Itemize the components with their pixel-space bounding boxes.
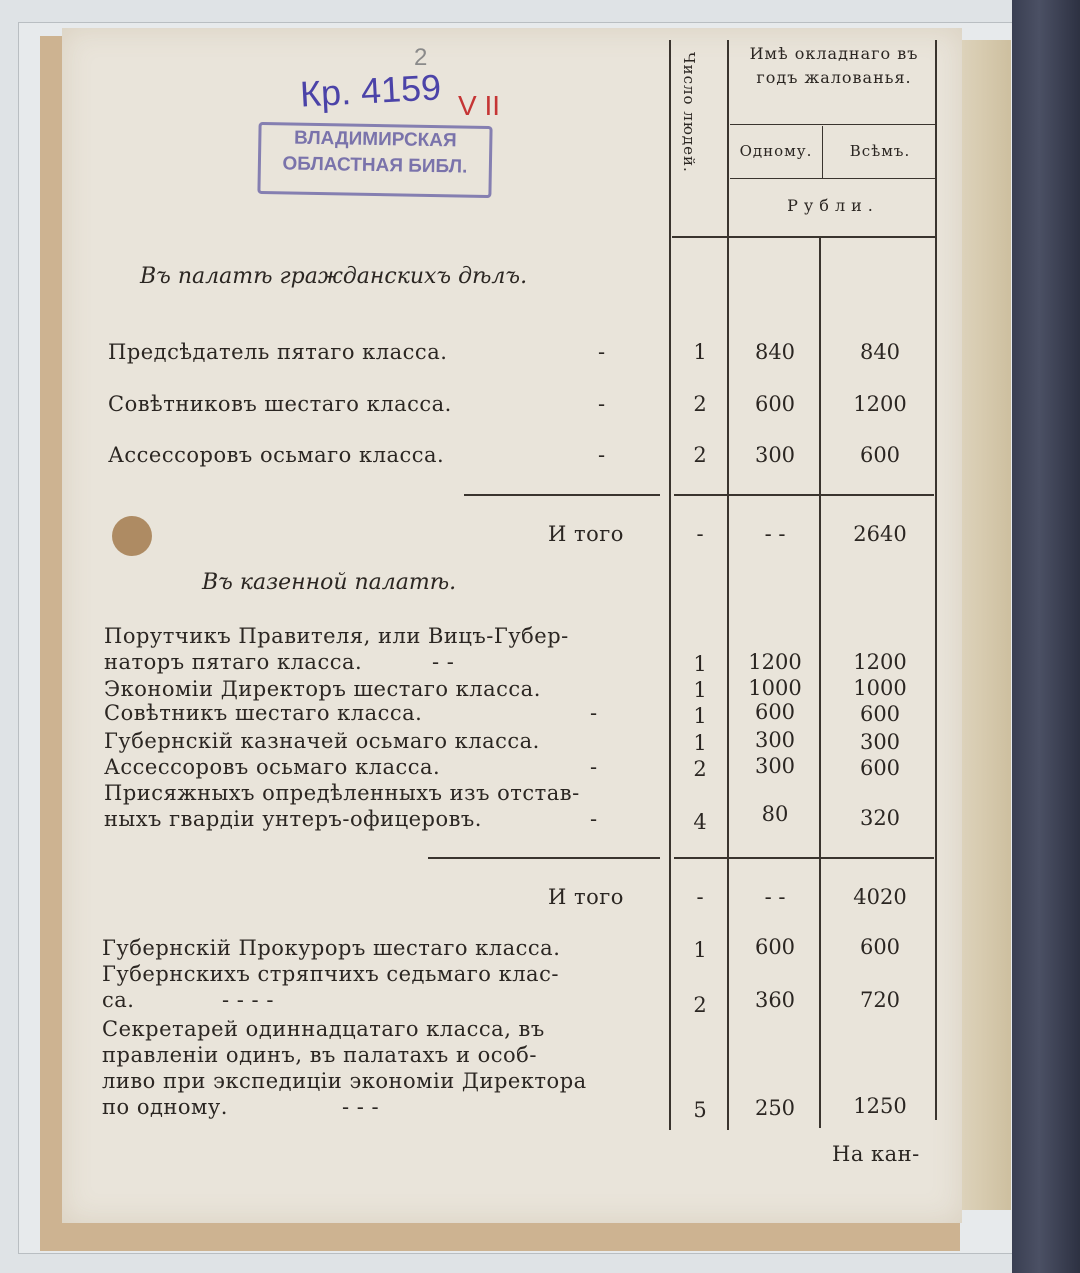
row-count: 2 (693, 392, 707, 416)
row-count: 1 (693, 938, 707, 962)
row-one: 300 (754, 443, 796, 467)
row-one: 600 (754, 392, 796, 416)
row-label: Присяжныхъ опредѣленныхъ изъ отстав- (104, 781, 580, 805)
row-label: Порутчикъ Правителя, или Вицъ-Губер- (104, 624, 569, 648)
row-label: Губернскій казначей осьмаго класса. (104, 729, 540, 753)
call-number-stamp: Кр. 4159 (298, 66, 443, 115)
row-dash: - - - (342, 1095, 380, 1119)
subtotal-label: И того (548, 522, 624, 546)
header-rule-1 (730, 124, 936, 125)
row-all: 600 (859, 756, 901, 780)
row-label-cont: са. (102, 988, 135, 1012)
row-dash: - (590, 755, 598, 779)
row-all: 1000 (853, 676, 907, 700)
row-count: - (696, 522, 704, 546)
row-all: 2640 (853, 522, 907, 546)
row-label-cont: по одному. (102, 1095, 228, 1119)
row-one: - - (764, 885, 786, 909)
row-dash: - (590, 807, 598, 831)
row-label: Губернскій Прокуроръ шестаго класса. (102, 936, 561, 960)
row-dash: - (598, 340, 606, 364)
header-rule-bottom (672, 236, 936, 238)
row-count: 1 (693, 678, 707, 702)
header-all: Всѣмъ. (849, 142, 911, 160)
ink-stain (112, 516, 152, 556)
header-rule-split (822, 126, 823, 178)
row-all: 320 (859, 806, 901, 830)
row-one: 840 (754, 340, 796, 364)
row-count: - (696, 885, 704, 909)
row-count: 1 (693, 652, 707, 676)
row-all: 600 (859, 935, 901, 959)
header-currency: Рубли. (787, 196, 879, 215)
row-all: 1200 (853, 650, 907, 674)
row-all: 4020 (853, 885, 907, 909)
row-all: 600 (859, 702, 901, 726)
row-label: Экономіи Директоръ шестаго класса. (104, 677, 541, 701)
row-label-cont: ливо при экспедиціи экономіи Директора (102, 1069, 587, 1093)
row-label: Ассессоровъ осьмаго класса. (108, 443, 445, 467)
header-count-label: Число людей. (680, 52, 698, 173)
row-all: 300 (859, 730, 901, 754)
row-label: Совѣтниковъ шестаго класса. (108, 392, 452, 416)
row-all: 720 (859, 988, 901, 1012)
row-count: 4 (693, 810, 707, 834)
catchword: На кан- (832, 1142, 920, 1166)
row-dash: - - (432, 650, 455, 674)
row-one: 80 (761, 802, 789, 826)
row-one: 1000 (748, 676, 802, 700)
row-one: 1200 (748, 650, 802, 674)
subtotal-rule-cols (674, 494, 934, 496)
subtotal-rule-cols (674, 857, 934, 859)
row-label-cont: наторъ пятаго класса. (104, 650, 363, 674)
row-count: 1 (693, 731, 707, 755)
row-count: 2 (693, 993, 707, 1017)
row-dash: - - - - (222, 988, 274, 1012)
section-title-civil: Въ палатѣ гражданскихъ дѣлъ. (140, 264, 528, 289)
row-label: Предсѣдатель пятаго класса. (108, 340, 448, 364)
row-label-cont: правленіи одинъ, въ палатахъ и особ- (102, 1043, 537, 1067)
header-one: Одному. (739, 142, 813, 160)
red-marks: V II (458, 90, 501, 121)
row-count: 2 (693, 757, 707, 781)
subtotal-rule (428, 857, 660, 859)
row-one: 250 (754, 1096, 796, 1120)
row-one: 360 (754, 988, 796, 1012)
header-salary-title: Имѣ окладнаго въ годъ жалованья. (749, 44, 919, 87)
row-one: - - (764, 522, 786, 546)
row-one: 300 (754, 728, 796, 752)
subtotal-label: И того (548, 885, 624, 909)
row-one: 600 (754, 935, 796, 959)
document-page (62, 28, 962, 1223)
row-all: 840 (859, 340, 901, 364)
row-label: Ассессоровъ осьмаго класса. (104, 755, 441, 779)
book-spine (1012, 0, 1080, 1273)
row-all: 1200 (853, 392, 907, 416)
row-dash: - (598, 443, 606, 467)
column-rule-count-left (669, 40, 671, 1130)
section-title-treasury: Въ казенной палатѣ. (202, 570, 457, 595)
row-dash: - (598, 392, 606, 416)
library-stamp-line1: ВЛАДИМИРСКАЯ (293, 127, 457, 152)
column-rule-count-right (727, 40, 729, 1130)
library-stamp-line2: ОБЛАСТНАЯ БИБЛ. (282, 153, 468, 178)
header-rule-2 (730, 178, 936, 179)
row-label-cont: ныхъ гвардіи унтеръ-офицеровъ. (104, 807, 482, 831)
pencil-mark: 2 (414, 44, 428, 71)
row-label: Секретарей одиннадцатаго класса, въ (102, 1017, 545, 1041)
row-all: 1250 (853, 1094, 907, 1118)
row-one: 600 (754, 700, 796, 724)
row-dash: - (590, 701, 598, 725)
row-count: 2 (693, 443, 707, 467)
library-stamp (257, 122, 492, 198)
row-label: Совѣтникъ шестаго класса. (104, 701, 423, 725)
row-label: Губернскихъ стряпчихъ седьмаго клас- (102, 962, 559, 986)
row-count: 5 (693, 1098, 707, 1122)
subtotal-rule (464, 494, 660, 496)
row-all: 600 (859, 443, 901, 467)
row-count: 1 (693, 704, 707, 728)
row-one: 300 (754, 754, 796, 778)
row-count: 1 (693, 340, 707, 364)
